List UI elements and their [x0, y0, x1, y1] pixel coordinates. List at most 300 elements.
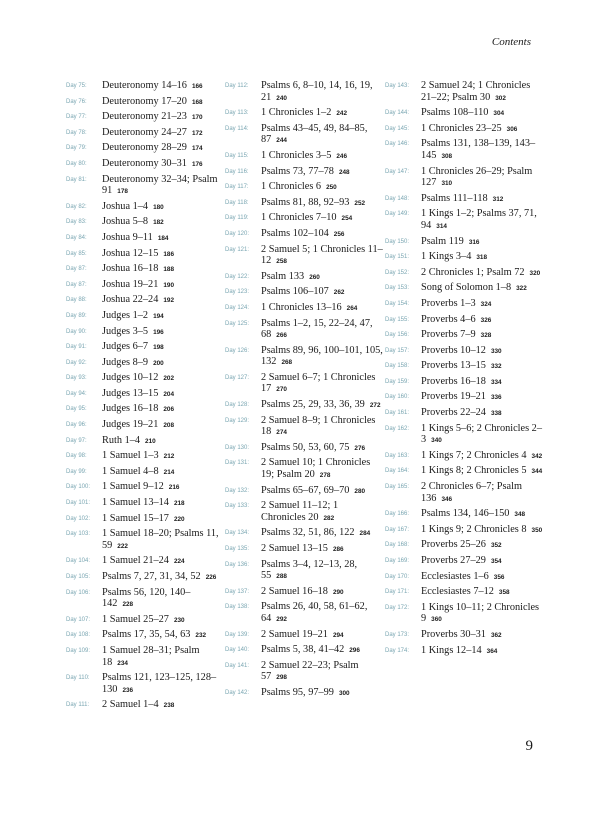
- reading-text: Judges 16–18: [102, 403, 159, 415]
- page-ref: 284: [359, 530, 371, 538]
- day-label: Day 109:: [66, 647, 91, 654]
- day-label: Day 153:: [385, 285, 410, 292]
- page-ref: 338: [490, 410, 502, 418]
- page-ref: 254: [341, 215, 353, 223]
- reading-text: 1 Samuel 4–8: [102, 465, 159, 477]
- day-label: Day 162:: [385, 425, 410, 432]
- contents-entry: [225, 212, 385, 225]
- contents-entry: [385, 282, 543, 295]
- contents-entry: [385, 360, 543, 373]
- page-ref: 308: [441, 152, 453, 160]
- reading-text: Proverbs 16–18: [421, 375, 486, 387]
- reading-text: Joshua 9–11: [102, 231, 153, 243]
- day-label: Day 100:: [66, 484, 91, 491]
- contents-entry: [385, 465, 543, 478]
- day-label: Day 91:: [66, 344, 87, 351]
- day-label: Day 138:: [225, 604, 250, 611]
- day-label: Day 84:: [66, 234, 87, 241]
- page-ref: 354: [490, 558, 502, 565]
- page-ref: 358: [498, 589, 510, 597]
- page-ref: 260: [309, 273, 320, 281]
- reading-text: Proverbs 7–9: [421, 329, 476, 341]
- page-ref: 278: [319, 472, 331, 480]
- day-label: Day 127:: [225, 374, 250, 381]
- day-label: Day 151:: [385, 254, 410, 261]
- day-label: Day 147:: [385, 168, 410, 175]
- day-label: Day 98:: [66, 453, 87, 460]
- page-ref: 206: [163, 406, 175, 414]
- page-ref: 168: [191, 98, 203, 106]
- reading-text: Proverbs 30–31: [421, 628, 486, 640]
- contents-entry: [225, 660, 385, 684]
- contents-entry: [225, 415, 385, 439]
- page-ref: 240: [276, 94, 287, 102]
- day-label: Day 103:: [66, 531, 91, 538]
- page-ref: 200: [153, 359, 164, 367]
- day-label: Day 83:: [66, 219, 87, 226]
- day-label: Day 133:: [225, 503, 250, 510]
- page-ref: 202: [163, 375, 175, 383]
- page-ref: 198: [153, 344, 164, 352]
- reading-text: Judges 19–21: [102, 419, 159, 431]
- reading-text: 1 Kings 1–2; Psalms 37, 71, 94: [421, 208, 537, 231]
- day-label: Day 165:: [385, 484, 410, 491]
- contents-entry: [385, 166, 543, 190]
- page-ref: 238: [163, 702, 175, 710]
- day-label: Day 173:: [385, 631, 410, 638]
- reading-text: Psalms 43–45, 49, 84–85, 87: [261, 122, 368, 146]
- contents-entry: [66, 201, 220, 214]
- day-label: Day 93:: [66, 375, 87, 382]
- reading-text: Psalms 25, 29, 33, 36, 39: [261, 399, 365, 411]
- page-ref: 180: [153, 203, 164, 211]
- day-label: Day 125:: [225, 320, 250, 327]
- contents-entry: [225, 123, 385, 147]
- reading-text: Psalms 102–104: [261, 227, 329, 239]
- page-ref: 232: [195, 632, 207, 640]
- day-label: Day 132:: [225, 487, 250, 494]
- reading-text: Proverbs 13–15: [421, 360, 486, 372]
- page-ref: 204: [163, 390, 175, 398]
- page-ref: 318: [476, 254, 488, 262]
- page-ref: 344: [531, 468, 543, 476]
- reading-text: 1 Chronicles 26–29; Psalm 127: [421, 165, 533, 189]
- page-ref: 250: [326, 184, 337, 192]
- contents-entry: [225, 399, 385, 412]
- page-ref: 336: [490, 394, 502, 402]
- day-label: Day 80:: [66, 160, 87, 167]
- contents-entry: [385, 391, 543, 404]
- contents-entry: [385, 80, 543, 104]
- contents-entry: [385, 345, 543, 358]
- page-ref: 214: [163, 468, 175, 476]
- contents-entry: [66, 571, 220, 584]
- reading-text: 1 Samuel 9–12: [102, 481, 164, 493]
- reading-text: Psalms 65–67, 69–70: [261, 484, 350, 496]
- page-ref: 312: [492, 195, 504, 203]
- reading-text: Deuteronomy 30–31: [102, 157, 187, 169]
- contents-entry: [385, 602, 543, 626]
- contents-entry: [385, 407, 543, 420]
- reading-text: Psalms 1–2, 15, 22–24, 47, 68: [261, 317, 373, 341]
- page-ref: 176: [191, 160, 203, 168]
- reading-text: Psalms 134, 146–150: [421, 508, 510, 520]
- page-ref: 268: [281, 359, 293, 367]
- reading-text: Proverbs 27–29: [421, 555, 486, 566]
- day-label: Day 156:: [385, 332, 410, 339]
- day-label: Day 123:: [225, 289, 250, 296]
- reading-text: 1 Chronicles 23–25: [421, 122, 502, 134]
- page-ref: 220: [173, 515, 185, 523]
- day-label: Day 87:: [66, 266, 87, 273]
- contents-entry: [385, 645, 543, 658]
- page-number: 9: [525, 738, 533, 754]
- contents-entry: [66, 326, 220, 339]
- reading-text: 2 Chronicles 1; Psalm 72: [421, 266, 525, 278]
- page-ref: 298: [276, 674, 287, 682]
- day-label: Day 134:: [225, 530, 250, 537]
- day-label: Day 82:: [66, 203, 87, 210]
- reading-text: 2 Samuel 16–18: [261, 585, 328, 597]
- page-ref: 324: [480, 300, 492, 308]
- page-ref: 352: [490, 542, 502, 550]
- day-label: Day 143:: [385, 83, 410, 89]
- reading-text: Joshua 16–18: [102, 263, 159, 275]
- reading-text: 2 Samuel 22–23; Psalm 57: [261, 659, 359, 683]
- page-ref: 322: [516, 285, 527, 293]
- contents-entry: [225, 345, 385, 369]
- contents-entry: [66, 672, 220, 696]
- contents-entry: [225, 559, 385, 583]
- reading-text: 1 Samuel 15–17: [102, 512, 169, 524]
- page-ref: 256: [333, 230, 345, 238]
- reading-text: 1 Kings 8; 2 Chronicles 5: [421, 465, 527, 477]
- contents-entry: [66, 466, 220, 479]
- day-label: Day 159:: [385, 378, 410, 385]
- contents-entry: [66, 497, 220, 510]
- page-ref: 280: [354, 487, 366, 495]
- day-label: Day 149:: [385, 211, 410, 218]
- contents-entry: [66, 216, 220, 229]
- day-label: Day 170:: [385, 573, 410, 580]
- contents-entry: [66, 357, 220, 370]
- day-label: Day 92:: [66, 359, 87, 366]
- contents-entry: [66, 232, 220, 245]
- reading-text: Psalms 106–107: [261, 286, 329, 298]
- reading-text: 1 Samuel 25–27: [102, 613, 169, 625]
- reading-text: Judges 3–5: [102, 325, 149, 337]
- contents-entry: [66, 388, 220, 401]
- day-label: Day 108:: [66, 632, 91, 639]
- reading-text: Deuteronomy 14–16: [102, 80, 187, 91]
- running-header: Contents: [491, 36, 531, 48]
- page-ref: 178: [117, 188, 128, 196]
- reading-text: Psalms 108–110: [421, 107, 489, 119]
- reading-text: Psalms 81, 88, 92–93: [261, 196, 350, 208]
- contents-entry: [66, 587, 220, 611]
- reading-text: 1 Kings 12–14: [421, 644, 482, 656]
- reading-text: 1 Chronicles 13–16: [261, 301, 342, 313]
- page-ref: 362: [490, 631, 502, 639]
- contents-entry: [225, 485, 385, 498]
- day-label: Day 146:: [385, 141, 410, 148]
- contents-entry: [225, 244, 385, 268]
- contents-entry: [66, 528, 220, 552]
- day-label: Day 145:: [385, 125, 410, 132]
- reading-text: Psalms 73, 77–78: [261, 165, 334, 177]
- reading-text: 1 Chronicles 3–5: [261, 149, 332, 161]
- day-label: Day 163:: [385, 452, 410, 459]
- reading-text: Psalm 133: [261, 270, 305, 282]
- contents-entry: [225, 80, 385, 104]
- page-ref: 248: [338, 168, 350, 176]
- page-ref: 294: [332, 631, 344, 639]
- page-ref: 264: [346, 304, 358, 312]
- reading-text: 1 Chronicles 7–10: [261, 212, 337, 224]
- reading-text: Psalms 7, 27, 31, 34, 52: [102, 571, 201, 582]
- page-ref: 182: [153, 219, 164, 227]
- page-ref: 194: [153, 312, 164, 320]
- contents-entry: [66, 279, 220, 292]
- day-label: Day 164:: [385, 468, 410, 475]
- page-ref: 174: [191, 145, 203, 153]
- page-ref: 334: [490, 378, 502, 386]
- contents-entry: [385, 423, 543, 447]
- reading-text: 1 Samuel 21–24: [102, 555, 169, 567]
- reading-text: Psalms 5, 38, 41–42: [261, 644, 345, 656]
- contents-entry: [66, 341, 220, 354]
- day-label: Day 131:: [225, 460, 250, 467]
- contents-entry: [66, 614, 220, 627]
- contents-entry: [66, 419, 220, 432]
- reading-text: 2 Samuel 1–4: [102, 699, 159, 711]
- contents-entry: [66, 555, 220, 568]
- reading-text: Psalms 50, 53, 60, 75: [261, 441, 350, 453]
- page-ref: 230: [173, 616, 185, 624]
- contents-entry: [225, 107, 385, 120]
- page-ref: 340: [431, 437, 442, 445]
- day-label: Day 154:: [385, 300, 410, 307]
- contents-entry: [385, 138, 543, 162]
- reading-text: Deuteronomy 24–27: [102, 126, 187, 138]
- contents-entry: [66, 645, 220, 669]
- contents-entry: [66, 263, 220, 276]
- reading-text: Deuteronomy 17–20: [102, 95, 187, 107]
- page-ref: 300: [338, 689, 350, 697]
- reading-text: Psalms 17, 35, 54, 63: [102, 629, 191, 641]
- page-ref: 330: [490, 347, 502, 355]
- reading-text: Proverbs 19–21: [421, 391, 486, 403]
- day-label: Day 110:: [66, 675, 90, 682]
- contents-entry: [225, 442, 385, 455]
- page-ref: 364: [486, 647, 498, 655]
- page-ref: 226: [205, 574, 217, 581]
- day-label: Day 167:: [385, 526, 410, 533]
- page-ref: 292: [276, 615, 287, 623]
- reading-text: 1 Kings 10–11; 2 Chronicles 9: [421, 601, 540, 625]
- contents-column-2: [225, 80, 385, 703]
- reading-text: Joshua 22–24: [102, 294, 159, 306]
- day-label: Day 102:: [66, 515, 91, 522]
- page-ref: 302: [495, 94, 506, 102]
- day-label: Day 150:: [385, 238, 410, 245]
- reading-text: Proverbs 25–26: [421, 539, 486, 551]
- contents-entry: [66, 111, 220, 124]
- day-label: Day 169:: [385, 558, 410, 564]
- day-label: Day 120:: [225, 230, 250, 237]
- day-label: Day 157:: [385, 347, 410, 354]
- contents-entry: [225, 601, 385, 625]
- reading-text: Psalms 131, 138–139, 143–145: [421, 138, 536, 161]
- page-ref: 282: [323, 514, 335, 522]
- contents-entry: [385, 481, 543, 505]
- page-ref: 360: [431, 616, 442, 624]
- day-label: Day 174:: [385, 647, 410, 654]
- reading-text: Ruth 1–4: [102, 434, 141, 446]
- contents-entry: [225, 286, 385, 299]
- day-label: Day 105:: [66, 574, 91, 580]
- day-label: Day 161:: [385, 410, 410, 417]
- day-label: Day 97:: [66, 437, 87, 444]
- page-ref: 310: [441, 180, 453, 188]
- day-label: Day 78:: [66, 129, 87, 136]
- day-label: Day 88:: [66, 297, 87, 304]
- page-ref: 196: [153, 328, 164, 336]
- page-ref: 166: [191, 83, 203, 90]
- contents-entry: [385, 539, 543, 552]
- page-ref: 306: [506, 125, 518, 133]
- reading-text: Proverbs 22–24: [421, 407, 486, 419]
- contents-entry: [225, 644, 385, 657]
- day-label: Day 122:: [225, 273, 250, 280]
- day-label: Day 158:: [385, 363, 410, 370]
- day-label: Day 106:: [66, 589, 91, 596]
- contents-entry: [225, 586, 385, 599]
- contents-entry: [385, 629, 543, 642]
- contents-entry: [385, 450, 543, 463]
- reading-text: 2 Chronicles 6–7; Psalm 136: [421, 481, 522, 504]
- reading-text: Psalms 26, 40, 58, 61–62, 64: [261, 601, 368, 624]
- day-label: Day 117:: [225, 184, 249, 191]
- day-label: Day 89:: [66, 312, 87, 319]
- contents-entry: [225, 302, 385, 315]
- contents-entry: [225, 228, 385, 241]
- contents-entry: [66, 699, 220, 712]
- day-label: Day 148:: [385, 195, 410, 202]
- reading-text: 1 Chronicles 6: [261, 181, 322, 193]
- reading-text: 1 Kings 3–4: [421, 251, 472, 263]
- reading-text: 2 Samuel 10; 1 Chronicles 19; Psalm 20: [261, 457, 371, 481]
- page-ref: 252: [354, 199, 366, 207]
- contents-entry: [385, 555, 543, 568]
- day-label: Day 99:: [66, 468, 87, 475]
- page-ref: 244: [276, 137, 287, 145]
- day-label: Day 152:: [385, 269, 410, 276]
- contents-entry: [66, 294, 220, 307]
- page-ref: 328: [480, 332, 492, 340]
- contents-entry: [225, 181, 385, 194]
- reading-text: Deuteronomy 32–34; Psalm 91: [102, 173, 218, 197]
- contents-entry: [225, 150, 385, 163]
- day-label: Day 112:: [225, 83, 249, 89]
- page-ref: 210: [145, 437, 156, 445]
- page-ref: 288: [276, 573, 287, 581]
- reading-text: 1 Samuel 13–14: [102, 497, 169, 509]
- contents-entry: [385, 571, 543, 584]
- day-label: Day 124:: [225, 304, 250, 311]
- page-ref: 218: [173, 500, 185, 508]
- reading-text: 1 Kings 5–6; 2 Chronicles 2–3: [421, 422, 542, 446]
- reading-text: Joshua 19–21: [102, 278, 159, 290]
- day-label: Day 155:: [385, 316, 410, 323]
- page-ref: 286: [332, 546, 344, 553]
- day-label: Day 113:: [225, 110, 249, 117]
- reading-text: Proverbs 4–6: [421, 313, 476, 325]
- day-label: Day 160:: [385, 394, 410, 401]
- reading-text: 2 Samuel 19–21: [261, 628, 328, 640]
- day-label: Day 137:: [225, 588, 250, 595]
- contents-entry: [385, 267, 543, 280]
- reading-text: Joshua 5–8: [102, 216, 149, 228]
- reading-text: Psalms 32, 51, 86, 122: [261, 527, 355, 539]
- reading-text: 1 Kings 7; 2 Chronicles 4: [421, 449, 527, 461]
- contents-entry: [385, 123, 543, 136]
- page-ref: 342: [531, 452, 543, 460]
- page-ref: 350: [531, 526, 543, 534]
- day-label: Day 171:: [385, 589, 410, 596]
- contents-entry: [66, 127, 220, 140]
- day-label: Day 130:: [225, 444, 250, 451]
- page-ref: 316: [468, 238, 480, 246]
- day-label: Day 101:: [66, 500, 91, 507]
- page-ref: 272: [369, 402, 381, 410]
- contents-entry: [225, 543, 385, 556]
- contents-entry: [66, 80, 220, 93]
- page-ref: 326: [480, 316, 492, 324]
- contents-entry: [66, 174, 220, 198]
- contents-entry: [66, 629, 220, 642]
- day-label: Day 121:: [225, 246, 250, 253]
- reading-text: 2 Samuel 13–15: [261, 543, 328, 554]
- contents-entry: [225, 197, 385, 210]
- page-ref: 222: [117, 542, 128, 550]
- reading-text: Judges 13–15: [102, 387, 159, 399]
- reading-text: Psalms 121, 123–125, 128–130: [102, 672, 217, 695]
- day-label: Day 115:: [225, 152, 249, 159]
- day-label: Day 135:: [225, 546, 250, 552]
- reading-text: 1 Chronicles 1–2: [261, 107, 332, 119]
- reading-text: Deuteronomy 28–29: [102, 142, 187, 154]
- page-ref: 246: [336, 152, 348, 160]
- reading-text: 2 Samuel 5; 1 Chronicles 11–12: [261, 243, 383, 267]
- page-ref: 290: [332, 588, 344, 596]
- day-label: Day 87:: [66, 281, 87, 288]
- page-ref: 242: [336, 110, 348, 118]
- day-label: Day 104:: [66, 558, 91, 565]
- reading-text: Psalms 3–4, 12–13, 28, 55: [261, 558, 358, 582]
- contents-entry: [385, 251, 543, 264]
- reading-text: Joshua 1–4: [102, 200, 149, 212]
- day-label: Day 141:: [225, 662, 250, 669]
- page-ref: 234: [117, 659, 128, 667]
- reading-text: 2 Samuel 11–12; 1 Chronicles 20: [261, 500, 339, 523]
- contents-entry: [385, 329, 543, 342]
- page-ref: 276: [354, 444, 366, 452]
- day-label: Day 96:: [66, 422, 87, 429]
- contents-entry: [385, 208, 543, 232]
- day-label: Day 79:: [66, 145, 87, 152]
- reading-text: Psalms 111–118: [421, 192, 488, 204]
